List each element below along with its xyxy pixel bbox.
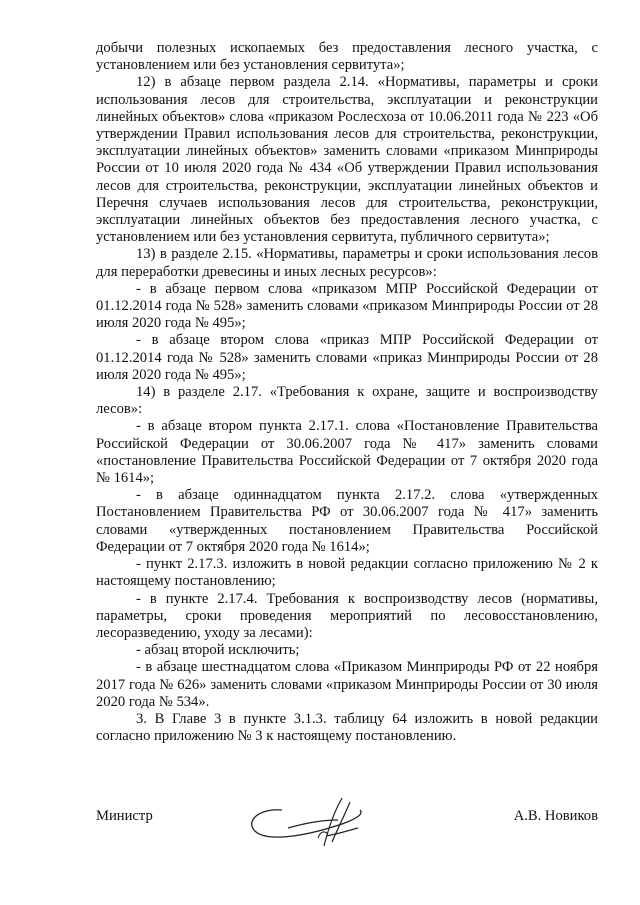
signatory-title: Министр bbox=[96, 808, 153, 824]
paragraph: 13) в разделе 2.15. «Нормативы, параметры и сроки использования лесов для переработки древесины и иных лесных ресурсов»: bbox=[96, 246, 598, 280]
paragraph: - в пункте 2.17.4. Требования к воспроизводству лесов (нормативы, параметры, сроки проведения мероприятий по лесовосстановлению, лесоразведению, уходу за лесами): bbox=[96, 590, 598, 641]
paragraph: 3. В Главе 3 в пункте 3.1.3. таблицу 64 изложить в новой редакции согласно приложению № 3 к настоящему постановлению. bbox=[96, 710, 598, 745]
paragraph: - в абзаце шестнадцатом слова «Приказом Минприроды РФ от 22 ноября 2017 года № 626» заменить словами «приказом Минприроды России от 30 июля 2020 года № 534». bbox=[96, 659, 598, 710]
paragraph: - пункт 2.17.3. изложить в новой редакции согласно приложению № 2 к настоящему постановлению; bbox=[96, 556, 598, 590]
paragraph: 12) в абзаце первом раздела 2.14. «Нормативы, параметры и сроки использования лесов для строительства, эксплуатации и реконструкции линейных объектов» слова «приказом Рослесхоза от 10.06.2011 года № 223 «Об утверждении Правил использования лесов для строительства, реконструкции, эксплуатации линейных объектов» заменить словами «приказом Минприроды России от 10 июля 2020 года № 434 «Об утверждении Правил использования лесов для строительства, реконструкции, эксплуатации линейных объектов и Перечня случаев использования лесов для строительства, реконструкции, эксплуатации линейных объектов без предоставления лесного участка, с установлением или без установления сервитута, публичного сервитута»; bbox=[96, 74, 598, 246]
paragraph: добычи полезных ископаемых без предоставления лесного участка, с установлением или без установления сервитута»; bbox=[96, 40, 598, 74]
signature-block bbox=[96, 808, 598, 848]
document-body bbox=[96, 40, 598, 745]
paragraph: - в абзаце одиннадцатом пункта 2.17.2. слова «утвержденных Постановлением Правительства РФ от 30.06.2007 года № 417» заменить словами «утвержденных постановлением Правительства Российской Федерации от 7 октября 2020 года № 1614»; bbox=[96, 487, 598, 555]
signatory-name: А.В. Новиков bbox=[513, 808, 598, 824]
paragraph: - абзац второй исключить; bbox=[136, 642, 300, 659]
handwritten-signature bbox=[242, 790, 372, 852]
paragraph: 14) в разделе 2.17. «Требования к охране, защите и воспроизводству лесов»: bbox=[96, 384, 598, 418]
paragraph: - в абзаце втором слова «приказ МПР Российской Федерации от 01.12.2014 года № 528» заменить словами «приказ Минприроды России от 28 июля 2020 года № 495»; bbox=[96, 332, 598, 383]
paragraph: - в абзаце первом слова «приказом МПР Российской Федерации от 01.12.2014 года № 528» заменить словами «приказом Минприроды России от 28 июля 2020 года № 495»; bbox=[96, 280, 598, 332]
paragraph: - в абзаце втором пункта 2.17.1. слова «Постановление Правительства Российской Федерации от 30.06.2007 года № 417» заменить словами «постановление Правительства Российской Федерации от 7 октября 2020 года № 1614»; bbox=[96, 418, 598, 487]
